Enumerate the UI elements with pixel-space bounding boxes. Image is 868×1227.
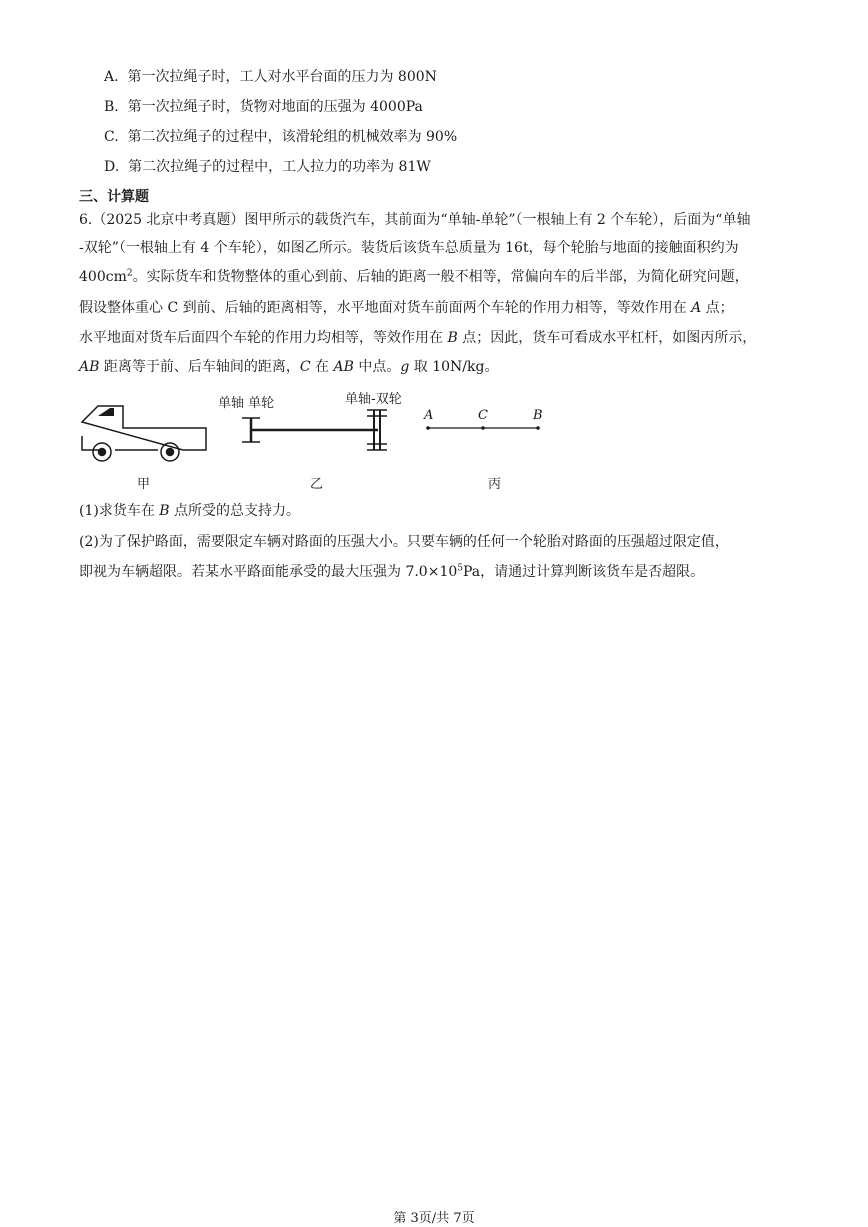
option-letter: A.	[104, 69, 119, 85]
point-c-dot	[481, 426, 485, 430]
point-label: A	[691, 300, 702, 316]
option-text: 第一次拉绳子时，工人对水平台面的压力为 800N	[127, 69, 437, 85]
page-footer: 第 3页/共 7页	[393, 1211, 475, 1226]
text-segment: (1)求货车在	[79, 503, 160, 519]
option-c	[104, 127, 457, 147]
truck-drawing	[82, 406, 206, 461]
rear-wheel-hub	[167, 449, 174, 456]
area-value: 400cm	[79, 269, 127, 285]
variable-g: g	[400, 359, 410, 375]
text-segment: 假设整体重心 C 到前、后轴的距离相等，水平地面对货车前面两个车轮的作用力相等，等效作用在	[79, 300, 692, 316]
superscript: 5	[457, 563, 463, 574]
option-text: 第二次拉绳子的过程中，该滑轮组的机械效率为 90%	[127, 129, 458, 145]
text-segment: 水平地面对货车后面四个车轮的作用力均相等，等效作用在	[79, 330, 448, 346]
option-text: 第一次拉绳子时，货物对地面的压强为 4000Pa	[127, 99, 423, 115]
problem-line-1: 6.（2025 北京中考真题）图甲所示的载货汽车，其前面为“单轴-单轮”（一根轴上有 2 个车轮），后面为“单轴	[79, 212, 751, 228]
caption-bing: 丙	[488, 477, 502, 492]
label-single-axle: 单轴 单轮	[218, 396, 275, 411]
axle-drawing	[242, 410, 387, 450]
question-2-line-2	[79, 562, 704, 582]
point-label: B	[159, 503, 170, 519]
figure	[70, 388, 550, 498]
text-segment: 取 10N/kg。	[409, 359, 499, 375]
question-1	[79, 501, 300, 521]
point-a-dot	[426, 426, 430, 430]
problem-line-6	[79, 357, 498, 377]
option-a	[104, 67, 437, 87]
point-b-label: B	[533, 408, 543, 423]
section-title: 三、计算题	[79, 189, 149, 205]
truck-window	[98, 408, 114, 416]
text-segment: 点；因此，货车可看成水平杠杆，如图丙所示，	[457, 330, 757, 346]
problem-line-3	[79, 267, 749, 287]
option-letter: D.	[104, 159, 120, 175]
text-segment: 点所受的总支持力。	[169, 503, 301, 519]
option-d	[104, 157, 431, 177]
point-b-dot	[536, 426, 540, 430]
option-b	[104, 97, 423, 117]
point-label: AB	[333, 359, 354, 375]
front-wheel-hub	[99, 449, 106, 456]
text-segment: 。实际货车和货物整体的重心到前、后轴的距离一般不相等，常偏向车的后半部，为简化研究问题，	[132, 269, 749, 285]
text-segment: 距离等于前、后车轴间的距离，	[99, 359, 300, 375]
problem-line-2: -双轮”（一根轴上有 4 个车轮），如图乙所示。装货后该货车总质量为 16t，每个轮胎与地面的接触面积约为	[79, 240, 739, 256]
option-letter: B.	[104, 99, 119, 115]
text-segment: 在	[310, 359, 334, 375]
point-label: B	[447, 330, 458, 346]
problem-line-4	[79, 298, 734, 318]
caption-yi: 乙	[310, 477, 324, 492]
text-segment: 即视为车辆超限。若某水平路面能承受的最大压强为 7.0×10	[79, 564, 458, 580]
option-letter: C.	[104, 129, 119, 145]
point-a-label: A	[424, 408, 434, 423]
lever-drawing	[426, 426, 540, 430]
superscript: 2	[126, 268, 133, 279]
option-text: 第二次拉绳子的过程中，工人拉力的功率为 81W	[128, 159, 431, 175]
point-c-label: C	[478, 408, 488, 423]
text-segment: 点；	[701, 300, 734, 316]
point-label: C	[299, 359, 311, 375]
text-segment: 中点。	[353, 359, 401, 375]
point-label: AB	[79, 359, 100, 375]
label-double-axle: 单轴-双轮	[345, 392, 402, 407]
problem-line-5	[79, 328, 756, 348]
text-segment: Pa，请通过计算判断该货车是否超限。	[463, 564, 705, 580]
caption-jia: 甲	[137, 477, 151, 492]
question-2-line-1: (2)为了保护路面，需要限定车辆对路面的压强大小。只要车辆的任何一个轮胎对路面的压强超过限定值，	[79, 534, 729, 550]
